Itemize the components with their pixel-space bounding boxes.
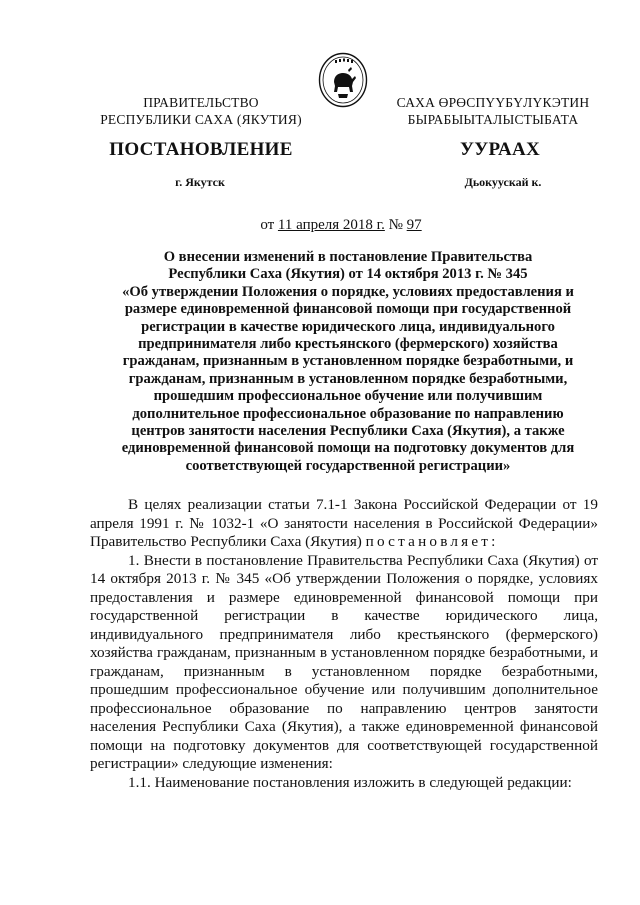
body-paragraph-preamble: [90, 496, 598, 552]
city-yakut: Дьокуускай к.: [464, 175, 542, 189]
title-line: «Об утверждении Положения о порядке, условиях предоставления и: [122, 283, 574, 300]
issuer-line: ПРАВИТЕЛЬСТВО: [143, 95, 259, 110]
title-line: гражданам, признанным в установленном порядке безработными,: [128, 370, 568, 387]
document-number: 97: [406, 217, 422, 233]
number-label: №: [384, 217, 407, 233]
title-line: Республики Саха (Якутия) от 14 октября 2013 г. № 345: [168, 266, 528, 283]
title-line: размере единовременной финансовой помощи при государственной: [124, 301, 572, 318]
title-line: единовременной финансовой помощи на подготовку документов для: [121, 440, 575, 457]
city-russian: г. Якутск: [175, 175, 225, 189]
preamble-text: В целях реализации статьи 7.1-1 Закона Российской Федерации от 19 апреля 1991 г. № 1032-1 «О занятости населения в Российской Федерации» Правительство Республики Саха (Якутия): [90, 496, 598, 550]
document-date: 11 апреля 2018 г.: [277, 217, 385, 233]
body-paragraph-item-1-1: 1.1. Наименование постановления изложить в следующей редакции:: [128, 773, 572, 791]
title-line: дополнительное профессиональное образование по направлению: [132, 405, 564, 422]
document-body: [90, 496, 598, 792]
document-type-russian: ПОСТАНОВЛЕНИЕ: [109, 139, 293, 160]
title-line: гражданам, признанным в установленном порядке безработными, и: [122, 353, 574, 370]
resolves-keyword: постановляет:: [365, 533, 499, 550]
title-line: регистрации в качестве юридического лица, индивидуального: [141, 318, 555, 335]
issuer-block-yakut: [388, 94, 598, 128]
issuer-block-russian: [96, 94, 306, 128]
title-line: предпринимателя либо крестьянского (фермерского) хозяйства: [138, 336, 558, 353]
body-paragraph-item-1: 1. Внести в постановление Правительства Республики Саха (Якутия) от 14 октября 2013 г. № 345 «Об утверждении Положения о порядке, условиях предоставления и размере единовременной финансовой помощи при государственной регистрации в качестве юридического лица, индивидуального предпринимателя либо крестьянского (фермерского) хозяйства гражданам, признанным в установленном порядке безработными, и гражданам, признанным в установленном порядке безработными, прошедшим профессиональное обучение или получившим дополнительное профессиональное образование по направлению центров занятости населения Республики Саха (Якутия), а также единовременной финансовой помощи на подготовку документов для соответствующей государственной регистрации» следующие изменения:: [90, 551, 598, 772]
issuer-line: РЕСПУБЛИКИ САХА (ЯКУТИЯ): [100, 112, 302, 127]
document-title: [90, 249, 606, 475]
title-line: О внесении изменений в постановление Правительства: [163, 249, 533, 265]
title-line: прошедшим профессиональное обучение или получившим: [153, 388, 543, 405]
date-number-line: [0, 217, 640, 234]
title-line: центров занятости населения Республики Саха (Якутия), а также: [131, 423, 565, 440]
document-type-yakut: УУРААХ: [459, 139, 541, 160]
issuer-line: САХА ӨРӨСПҮҮБҮЛҮКЭТИН: [396, 95, 590, 110]
coat-of-arms-emblem: [318, 52, 368, 108]
date-prefix: от: [260, 217, 278, 233]
title-line: соответствующей государственной регистрации»: [185, 457, 511, 474]
issuer-line: БЫРАБЫЫТАЛЫСТЫБАТА: [407, 112, 579, 127]
